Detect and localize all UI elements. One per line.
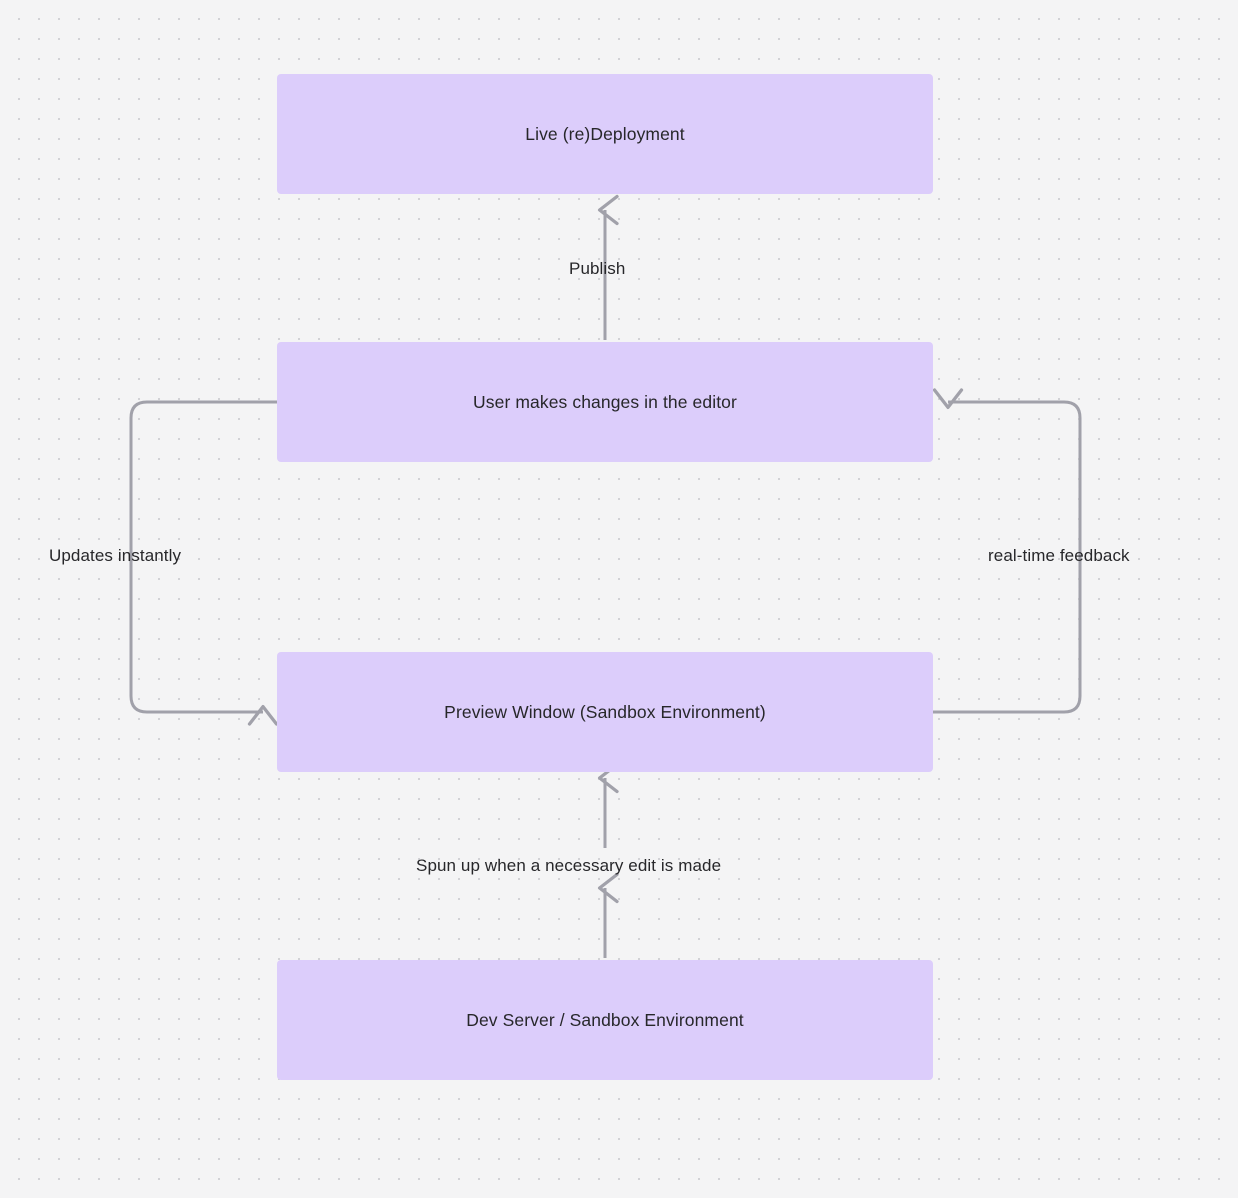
node-label: User makes changes in the editor (473, 391, 737, 412)
node-user-makes-changes[interactable] (277, 342, 933, 462)
edge-label-spun-up: Spun up when a necessary edit is made (416, 856, 722, 875)
node-live-redeployment[interactable] (277, 74, 933, 194)
edge-label-real-time-feedback: real-time feedback (988, 546, 1130, 565)
node-label: Live (re)Deployment (525, 123, 685, 144)
edge-label-publish: Publish (569, 259, 626, 278)
node-dev-server[interactable] (277, 960, 933, 1080)
node-label: Preview Window (Sandbox Environment) (444, 701, 766, 722)
node-label: Dev Server / Sandbox Environment (466, 1009, 744, 1030)
edge-label-updates-instantly: Updates instantly (49, 546, 182, 565)
node-preview-window[interactable] (277, 652, 933, 772)
